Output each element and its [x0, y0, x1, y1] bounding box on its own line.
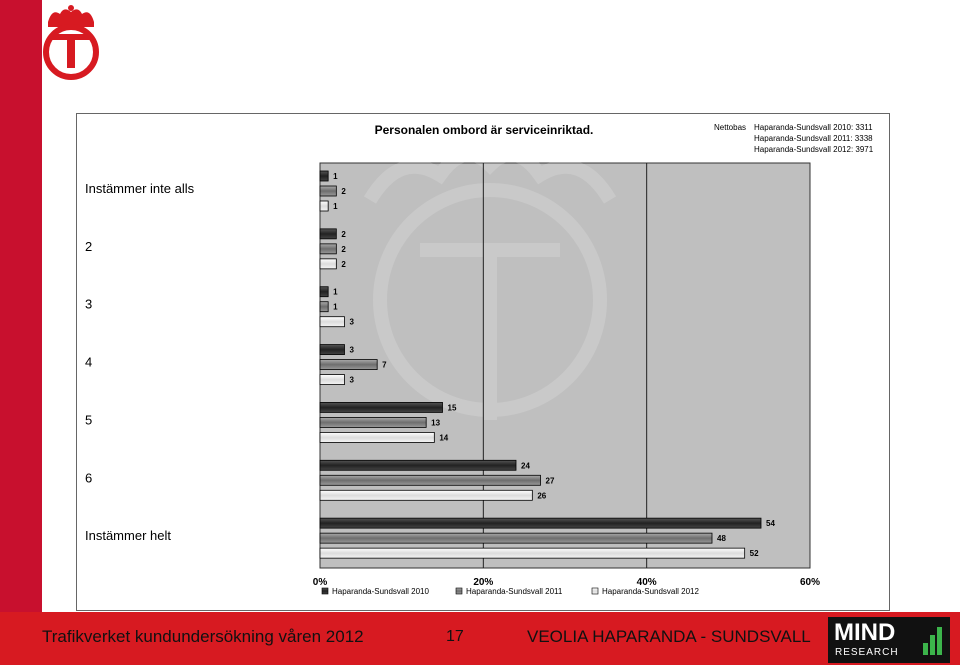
value-label: 24 [521, 461, 530, 471]
category-labels [85, 181, 195, 543]
value-label: 48 [717, 534, 726, 544]
bar [320, 417, 426, 427]
bar [320, 345, 345, 355]
category-label: 5 [85, 412, 93, 428]
bar-chart-icon [922, 623, 944, 657]
legend-swatch [456, 588, 462, 594]
value-label: 1 [333, 202, 338, 211]
mind-logo-subtext: RESEARCH [835, 647, 899, 658]
bar [320, 287, 328, 297]
category-label: 6 [85, 470, 93, 486]
bar [320, 432, 434, 442]
bar [320, 360, 377, 370]
value-label: 7 [382, 360, 387, 370]
bar [320, 259, 336, 269]
base-note-line-3: Haparanda-Sundsvall 2012: 3971 [754, 145, 874, 154]
bar [320, 460, 516, 470]
bar [320, 244, 336, 254]
footer-survey-title: Trafikverket kundundersökning våren 2012 [42, 627, 364, 646]
value-label: 1 [333, 302, 338, 312]
mind-research-logo [828, 617, 950, 663]
chart-title: Personalen ombord är serviceinriktad. [374, 123, 594, 137]
value-label: 14 [439, 433, 449, 443]
bar [320, 317, 345, 327]
category-label: 4 [85, 354, 93, 370]
value-label: 1 [333, 287, 338, 297]
value-label: 3 [349, 317, 354, 327]
bar [320, 402, 443, 412]
x-tick-label: 0% [312, 577, 328, 588]
legend-label: Haparanda-Sundsvall 2011 [466, 587, 563, 596]
bar [320, 375, 345, 385]
legend-label: Haparanda-Sundsvall 2010 [332, 587, 429, 596]
x-tick-label: 40% [636, 577, 657, 588]
bar [320, 490, 532, 500]
value-label: 1 [333, 172, 338, 181]
bar [320, 548, 745, 558]
category-label: 2 [85, 238, 93, 254]
bar [320, 533, 712, 543]
value-label: 3 [349, 345, 354, 355]
bar [320, 201, 328, 211]
bar [320, 302, 328, 312]
category-label: Instämmer inte alls [85, 181, 195, 196]
legend [322, 587, 700, 596]
category-label: Instämmer helt [85, 528, 171, 544]
page-number: 17 [446, 628, 464, 645]
legend-label: Haparanda-Sundsvall 2012 [602, 587, 699, 596]
bar [320, 229, 336, 239]
legend-swatch [592, 588, 598, 594]
category-label: 3 [85, 296, 93, 312]
x-tick-label: 20% [473, 577, 494, 588]
x-tick-label: 60% [799, 577, 821, 588]
bar [320, 475, 541, 485]
legend-swatch [322, 588, 328, 594]
base-note-line-1: Haparanda-Sundsvall 2010: 3311 [754, 123, 873, 132]
value-label: 26 [537, 491, 547, 501]
value-label: 27 [545, 476, 555, 486]
bar [320, 171, 328, 181]
value-label: 2 [341, 187, 346, 196]
value-label: 2 [341, 244, 346, 254]
value-label: 15 [447, 403, 457, 413]
mind-logo-text: MIND [834, 619, 896, 646]
base-note-label: Nettobas [714, 123, 747, 132]
footer-route-name: VEOLIA HAPARANDA - SUNDSVALL [527, 627, 811, 646]
value-label: 2 [341, 229, 346, 239]
value-label: 3 [349, 375, 354, 385]
value-label: 54 [766, 519, 775, 529]
base-note-line-2: Haparanda-Sundsvall 2011: 3338 [754, 134, 873, 143]
value-label: 13 [431, 418, 441, 428]
bar [320, 518, 761, 528]
value-label: 52 [749, 549, 759, 559]
value-label: 2 [341, 259, 346, 269]
bar [320, 186, 336, 196]
